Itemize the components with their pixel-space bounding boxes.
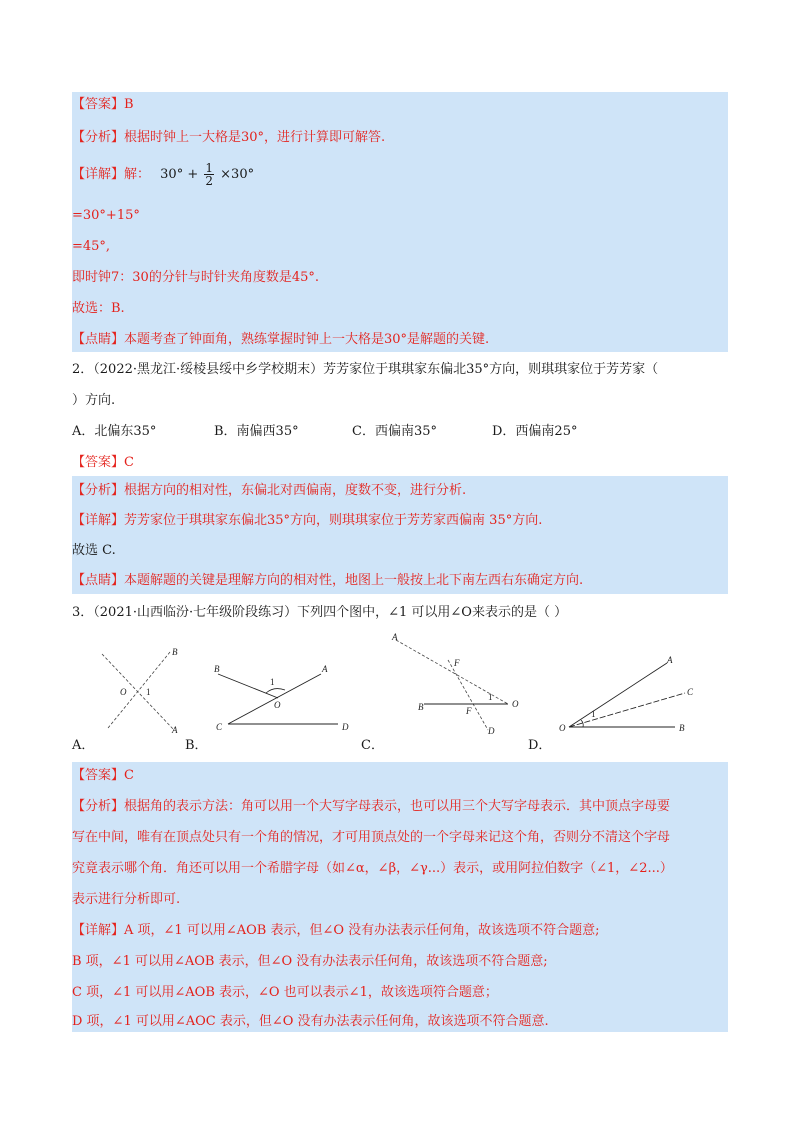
figure-d	[551, 651, 705, 739]
q1-step1: =30°+15°	[72, 208, 140, 223]
q2-stem-line2: ）方向.	[72, 393, 116, 408]
q2-analysis: 【分析】根据方向的相对性，东偏北对西偏南，度数不变，进行分析.	[72, 483, 467, 498]
q1-frac-num: 1	[205, 161, 214, 175]
fig-a-label-o: O	[120, 687, 127, 697]
q1-analysis: 【分析】根据时钟上一大格是30°，进行计算即可解答.	[72, 130, 386, 145]
q3-detail-d: D 项，∠1 可以用∠AOC 表示，但∠O 没有办法表示任何角，故该选项不符合题意.	[72, 1014, 549, 1029]
q1-frac-den: 2	[205, 174, 214, 188]
q2-option-b: B．南偏西35°	[214, 424, 299, 439]
q3-analysis-2: 写在中间，唯有在顶点处只有一个角的情况，才可用顶点处的一个字母来记这个角，否则分不清这个字母	[72, 830, 671, 845]
q1-expr-left: 30° +	[160, 167, 199, 182]
q3-option-d-label: D．	[528, 738, 552, 753]
q1-detail-prefix: 【详解】解：	[72, 167, 151, 182]
q1-expr-right: ×30°	[220, 167, 255, 182]
q1-step3: 即时钟7：30的分针与时针夹角度数是45°.	[72, 270, 319, 285]
fig-c-label-1: 1	[488, 692, 493, 702]
fig-c-label-a: A	[392, 632, 398, 642]
q2-option-d: D．西偏南25°	[492, 424, 578, 439]
fig-b-label-o: O	[274, 700, 281, 710]
fig-d-label-c: C	[687, 687, 694, 697]
q3-detail-c: C 项，∠1 可以用∠AOB 表示，∠O 也可以表示∠1，故该选项符合题意；	[72, 985, 498, 1000]
q2-answer: 【答案】C	[72, 455, 134, 470]
figure-b	[206, 656, 361, 738]
figure-a	[94, 640, 188, 736]
fig-a-label-b: B	[172, 647, 178, 657]
fig-d-label-1: 1	[591, 709, 596, 719]
q3-stem: 3．（2021·山西临汾·七年级阶段练习）下列四个图中，∠1 可以用∠O来表示的是（ ）	[72, 605, 568, 620]
fig-c-label-b: B	[418, 702, 424, 712]
q3-option-a-label: A．	[72, 738, 95, 753]
q2-comment: 【点睛】本题解题的关键是理解方向的相对性，地图上一般按上北下南左西右东确定方向.	[72, 573, 584, 588]
q3-analysis-1: 【分析】根据角的表示方法：角可以用一个大写字母表示，也可以用三个大写字母表示．其中顶点字母要	[72, 799, 671, 814]
q1-fraction	[204, 162, 214, 187]
q3-option-b-label: B．	[185, 738, 208, 753]
fig-b-label-b: B	[214, 664, 220, 674]
fig-b-label-d: D	[342, 722, 349, 732]
q2-option-c: C．西偏南35°	[352, 424, 437, 439]
fig-c-label-f1: F	[454, 658, 460, 668]
fig-b-label-c: C	[216, 722, 223, 732]
q2-detail: 【详解】芳芳家位于琪琪家东偏北35°方向，则琪琪家位于芳芳家西偏南 35°方向.	[72, 513, 543, 528]
fig-d-label-a: A	[667, 655, 673, 665]
fig-c-label-d: D	[488, 726, 495, 736]
q2-choice: 故选 C.	[72, 543, 116, 558]
fig-b-label-a: A	[322, 664, 328, 674]
q1-detail	[72, 160, 254, 190]
q3-answer: 【答案】C	[72, 768, 134, 783]
fig-c-label-o: O	[512, 699, 519, 709]
fig-b-label-1: 1	[270, 677, 275, 687]
q2-stem-line1: 2．（2022·黑龙江·绥棱县绥中乡学校期末）芳芳家位于琪琪家东偏北35°方向，则琪琪家位于芳芳家（	[72, 362, 659, 377]
q3-analysis-3: 究竟表示哪个角．角还可以用一个希腊字母（如∠α，∠β，∠γ...）表示，或用阿拉伯数字（∠1，∠2...）	[72, 861, 673, 876]
q2-option-a: A．北偏东35°	[72, 424, 157, 439]
q1-step2: =45°,	[72, 239, 111, 254]
figure-c	[384, 628, 528, 740]
fig-d-label-o: O	[559, 723, 566, 733]
q1-expression	[160, 161, 255, 188]
q3-detail-b: B 项，∠1 可以用∠AOB 表示，但∠O 没有办法表示任何角，故该选项不符合题意;	[72, 954, 548, 969]
q3-detail-a: 【详解】A 项，∠1 可以用∠AOB 表示，但∠O 没有办法表示任何角，故该选项不符合题意;	[72, 923, 600, 938]
q1-comment: 【点睛】本题考查了钟面角，熟练掌握时钟上一大格是30°是解题的关键.	[72, 332, 490, 347]
fig-d-label-b: B	[679, 723, 685, 733]
fig-c-label-f2: F	[466, 706, 472, 716]
q3-option-c-label: C．	[361, 738, 384, 753]
q3-analysis-4: 表示进行分析即可.	[72, 892, 181, 907]
q1-choice: 故选：B.	[72, 301, 125, 316]
fig-a-label-a: A	[172, 725, 178, 735]
fig-a-label-1: 1	[146, 687, 151, 697]
q1-answer: 【答案】B	[72, 97, 134, 112]
